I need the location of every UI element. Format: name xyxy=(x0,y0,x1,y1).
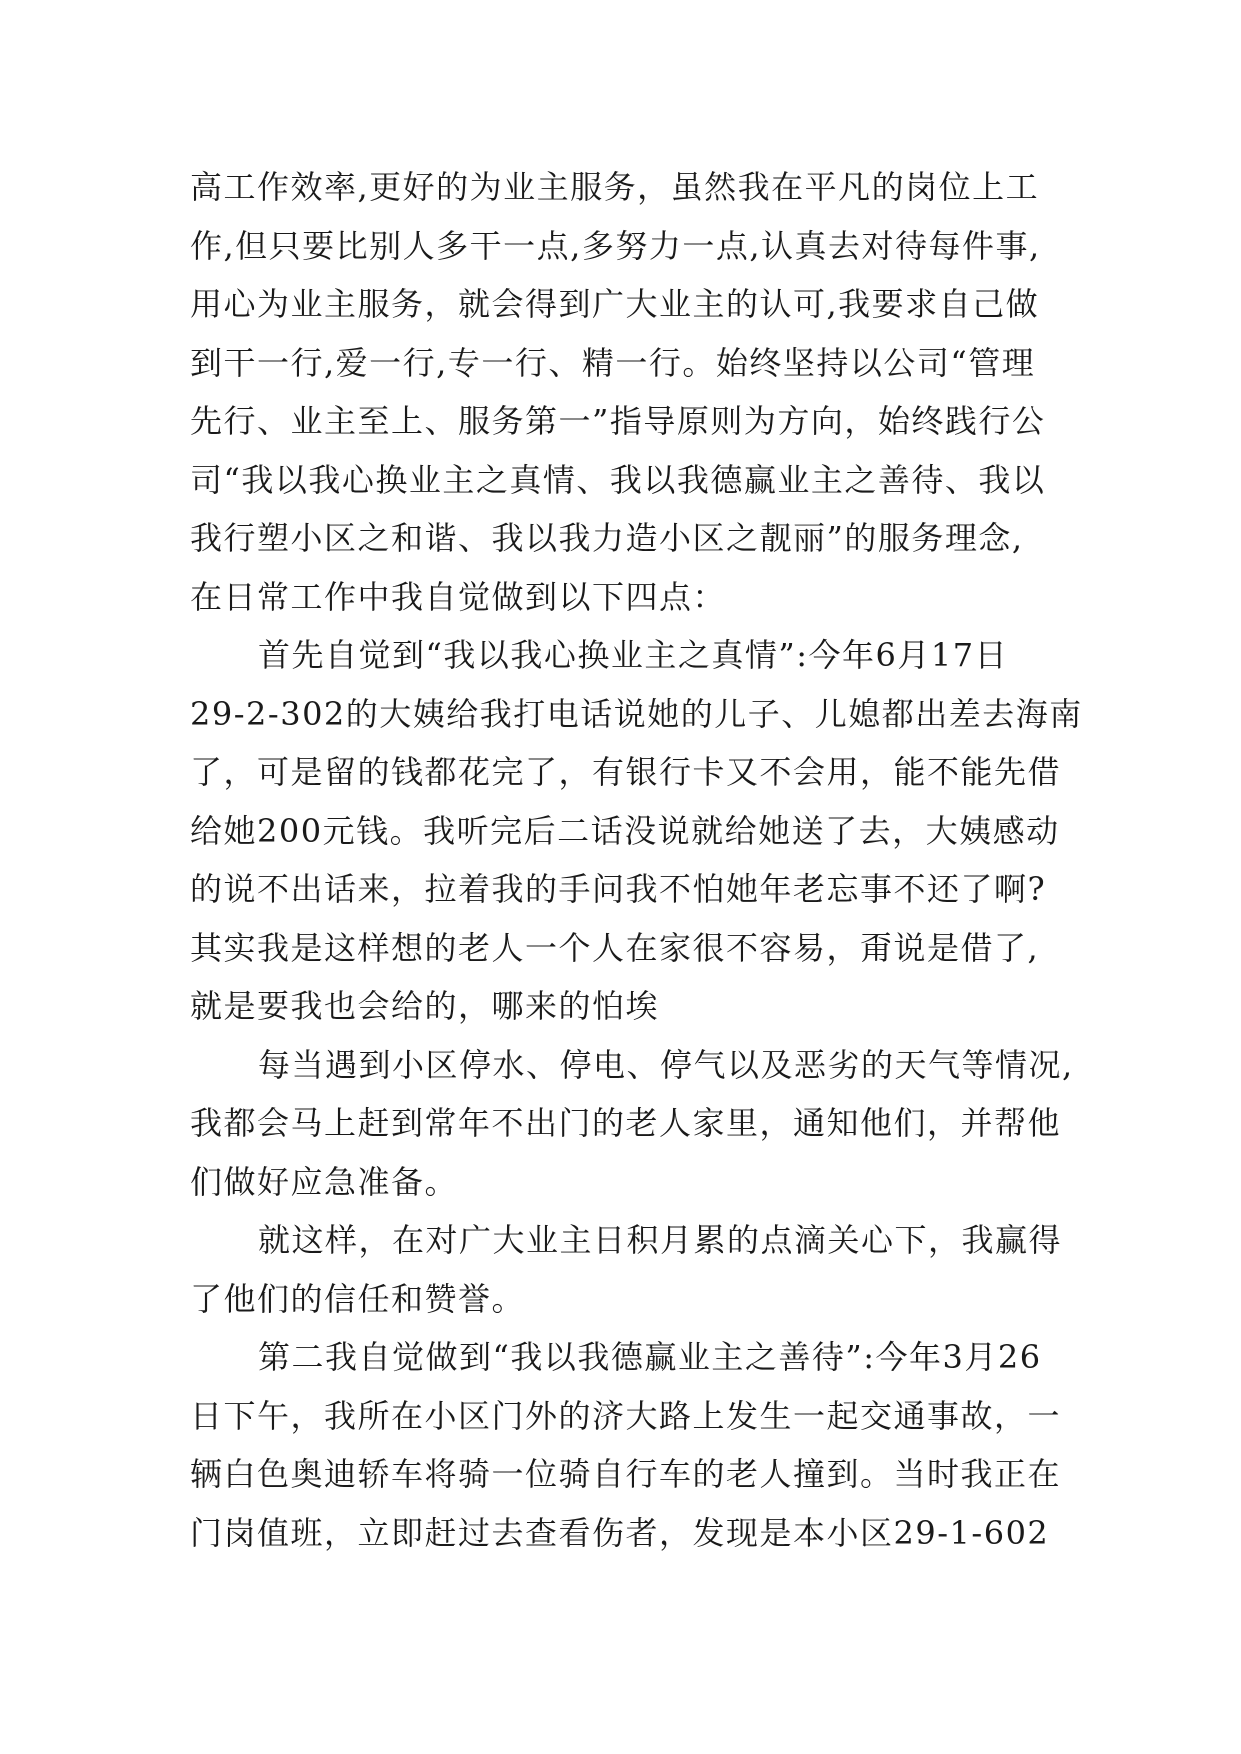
text-line: 日下午，我所在小区门外的济大路上发生一起交通事故，一 xyxy=(190,1396,1062,1435)
text-line: 们做好应急准备。 xyxy=(190,1162,459,1201)
text-line: 就是要我也会给的，哪来的怕埃 xyxy=(190,987,660,1025)
text-line: 到干一行,爱一行,专一行、精一行。始终坚持以公司“管理 xyxy=(190,343,1036,382)
text-line: 在日常工作中我自觉做到以下四点： xyxy=(190,577,727,616)
text-line: 门岗值班，立即赶过去查看伤者，发现是本小区29-1-602 xyxy=(190,1513,1050,1552)
text-line: 司“我以我心换业主之真情、我以我德赢业主之善待、我以 xyxy=(190,460,1046,499)
text-line: 我都会马上赶到常年不出门的老人家里，通知他们，并帮他 xyxy=(190,1104,1062,1142)
text-line: 了，可是留的钱都花完了，有银行卡又不会用，能不能先借 xyxy=(190,753,1062,791)
text-line: 先行、业主至上、服务第一”指导原则为方向，始终践行公 xyxy=(190,402,1046,440)
text-line: 用心为业主服务，就会得到广大业主的认可,我要求自己做 xyxy=(190,285,1040,323)
text-line: 高工作效率,更好的为业主服务，虽然我在平凡的岗位上工 xyxy=(190,168,1040,206)
text-line: 作,但只要比别人多干一点,多努力一点,认真去对待每件事, xyxy=(190,226,1041,265)
paragraph-first-line: 就这样，在对广大业主日积月累的点滴关心下，我赢得 xyxy=(258,1221,1063,1259)
text-line: 的说不出话来，拉着我的手问我不怕她年老忘事不还了啊? xyxy=(190,870,1047,908)
text-line: 29-2-302的大姨给我打电话说她的儿子、儿媳都出差去海南 xyxy=(190,694,1083,733)
paragraph-first-line: 每当遇到小区停水、停电、停气以及恶劣的天气等情况, xyxy=(258,1045,1074,1084)
text-line: 其实我是这样想的老人一个人在家很不容易，甭说是借了, xyxy=(190,928,1040,967)
body-text xyxy=(190,158,1083,1562)
paragraph-first-line: 第二我自觉做到“我以我德赢业主之善待”:今年3月26 xyxy=(258,1338,1042,1376)
text-line: 了他们的信任和赞誉。 xyxy=(190,1279,526,1318)
text-line: 辆白色奥迪轿车将骑一位骑自行车的老人撞到。当时我正在 xyxy=(190,1455,1062,1493)
text-line: 给她200元钱。我听完后二话没说就给她送了去，大姨感动 xyxy=(190,811,1060,850)
text-line: 我行塑小区之和谐、我以我力造小区之靓丽”的服务理念, xyxy=(190,519,1024,557)
paragraph-first-line: 首先自觉到“我以我心换业主之真情”:今年6月17日 xyxy=(258,636,1009,674)
